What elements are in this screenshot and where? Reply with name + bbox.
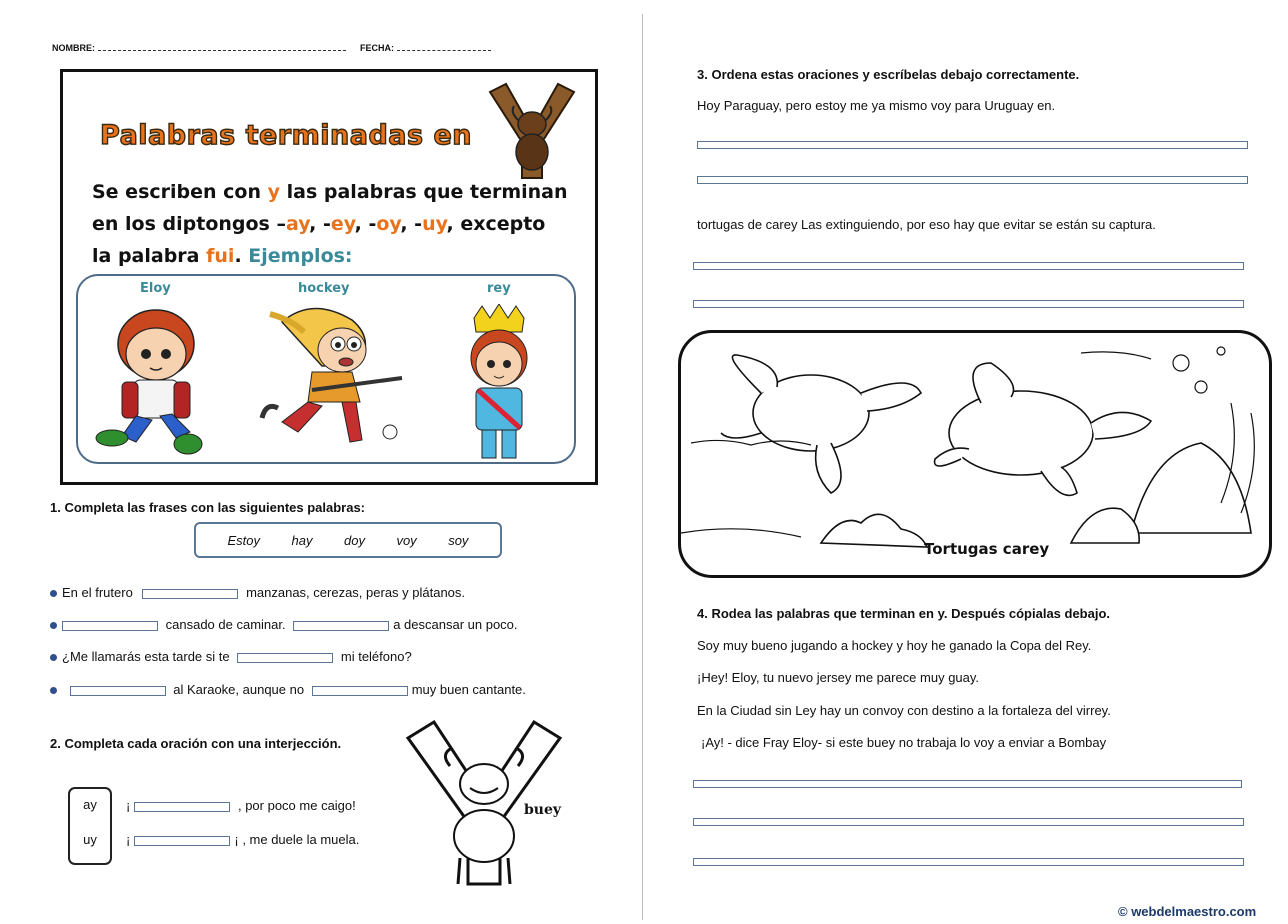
ex2-sentence-1	[126, 798, 356, 813]
rule-text-5: la palabra	[92, 245, 207, 267]
bullet	[50, 622, 57, 629]
ex2-open-1: ¡	[126, 798, 131, 813]
answer-blank[interactable]	[293, 621, 389, 631]
diphthong-uy: uy	[422, 213, 447, 235]
ex4-line-1: Soy muy bueno jugando a hockey y hoy he ganado la Copa del Rey.	[697, 638, 1092, 653]
interjection-uy: uy	[83, 832, 97, 847]
answer-line[interactable]	[693, 818, 1244, 826]
exercise-3-question: 3. Ordena estas oraciones y escríbelas debajo correctamente.	[697, 67, 1080, 82]
rule-paragraph	[92, 176, 592, 272]
ex1-s2-end: a descansar un poco.	[393, 617, 518, 632]
answer-line[interactable]	[693, 780, 1242, 788]
answer-blank[interactable]	[142, 589, 238, 599]
boy-eloy-illustration	[92, 304, 216, 460]
answer-line[interactable]	[693, 300, 1244, 308]
rule-line-1	[92, 176, 592, 208]
word-doy: doy	[343, 532, 365, 548]
y-bison-illustration	[486, 82, 578, 182]
word-estoy: Estoy	[227, 532, 261, 548]
answer-line[interactable]	[697, 176, 1248, 184]
ex1-sentence-1	[50, 585, 465, 600]
exercise-1-question: 1. Completa las frases con las siguientes palabras:	[50, 500, 366, 515]
sep-3: , -	[400, 213, 423, 235]
sep-2: , -	[354, 213, 377, 235]
ex1-sentence-4	[50, 682, 526, 697]
bullet	[50, 687, 57, 694]
rule-text-6: .	[234, 245, 249, 267]
date-label: FECHA:	[360, 43, 394, 53]
ex1-sentence-2	[50, 617, 518, 632]
ex1-s4-start: al Karaoke, aunque no	[173, 682, 305, 697]
date-line	[397, 43, 491, 51]
rule-text-4: , excepto	[446, 213, 546, 235]
ex1-s3-start: ¿Me llamarás esta tarde si te	[62, 649, 230, 664]
hockey-girl-illustration	[242, 302, 410, 460]
answer-blank[interactable]	[237, 653, 333, 663]
ex2-open-2: ¡	[126, 832, 131, 847]
ex1-s4-end: muy buen cantante.	[411, 682, 526, 697]
ex1-s1-start: En el frutero	[62, 585, 133, 600]
ex4-line-2: ¡Hey! Eloy, tu nuevo jersey me parece muy guay.	[697, 670, 980, 685]
rule-title: Palabras terminadas en	[100, 120, 473, 151]
example-label-rey: rey	[487, 281, 511, 296]
example-label-eloy: Eloy	[140, 281, 171, 296]
answer-line[interactable]	[693, 858, 1244, 866]
page-divider	[642, 14, 643, 920]
ex1-sentence-3	[50, 649, 412, 664]
buey-label: buey	[524, 802, 562, 818]
exception-fui: fui	[206, 245, 235, 267]
diphthong-oy: oy	[376, 213, 401, 235]
diphthong-ay: ay	[285, 213, 310, 235]
name-line	[98, 43, 346, 51]
website-credit[interactable]: © webdelmaestro.com	[1118, 904, 1257, 919]
bullet	[50, 654, 57, 661]
rule-text-1: Se escriben con	[92, 181, 268, 203]
rule-line-3	[92, 240, 592, 272]
date-field[interactable]	[360, 43, 491, 53]
name-field[interactable]	[52, 43, 346, 53]
answer-blank[interactable]	[70, 686, 166, 696]
answer-blank[interactable]	[134, 802, 230, 812]
turtle-caption: Tortugas carey	[924, 540, 1050, 558]
bullet	[50, 590, 57, 597]
ex4-line-4: ¡Ay! - dice Fray Eloy- si este buey no trabaja lo voy a enviar a Bombay	[701, 735, 1107, 750]
interjection-ay: ay	[83, 797, 97, 812]
exercise-2-question: 2. Completa cada oración con una interjección.	[50, 736, 342, 751]
rule-line-2	[92, 208, 592, 240]
answer-line[interactable]	[693, 262, 1244, 270]
answer-blank[interactable]	[312, 686, 408, 696]
ex4-line-3: En la Ciudad sin Ley hay un convoy con destino a la fortaleza del virrey.	[697, 703, 1111, 718]
word-soy: soy	[448, 532, 469, 548]
word-hay: hay	[291, 532, 313, 548]
sep-1: , -	[309, 213, 331, 235]
ex1-s3-end: mi teléfono?	[340, 649, 412, 664]
ex2-close-2: ¡	[234, 832, 239, 847]
rule-text-2: las palabras que terminan	[280, 181, 568, 203]
name-label: NOMBRE:	[52, 43, 95, 53]
answer-blank[interactable]	[134, 836, 230, 846]
ex2-sentence-2	[126, 832, 359, 847]
examples-heading: Ejemplos:	[248, 245, 353, 267]
ex3-sentence-1: Hoy Paraguay, pero estoy me ya mismo voy para Uruguay en.	[697, 98, 1056, 113]
answer-blank[interactable]	[62, 621, 158, 631]
ex2-s2-end: , me duele la muela.	[242, 832, 360, 847]
answer-line[interactable]	[697, 141, 1248, 149]
word-voy: voy	[396, 532, 417, 548]
word-bank	[194, 522, 502, 558]
ex1-s1-end: manzanas, cerezas, peras y plátanos.	[246, 585, 466, 600]
rule-y: y	[267, 181, 281, 203]
ex1-s2-start: cansado de caminar.	[165, 617, 286, 632]
rule-text-3: en los diptongos –	[92, 213, 286, 235]
ex2-s1-end: , por poco me caigo!	[237, 798, 356, 813]
king-rey-illustration	[456, 304, 542, 460]
example-label-hockey: hockey	[298, 281, 350, 296]
diphthong-ey: ey	[330, 213, 355, 235]
ex3-sentence-2: tortugas de carey Las extinguiendo, por eso hay que evitar se están su captura.	[697, 217, 1156, 232]
exercise-4-question: 4. Rodea las palabras que terminan en y. Después cópialas debajo.	[697, 606, 1111, 621]
